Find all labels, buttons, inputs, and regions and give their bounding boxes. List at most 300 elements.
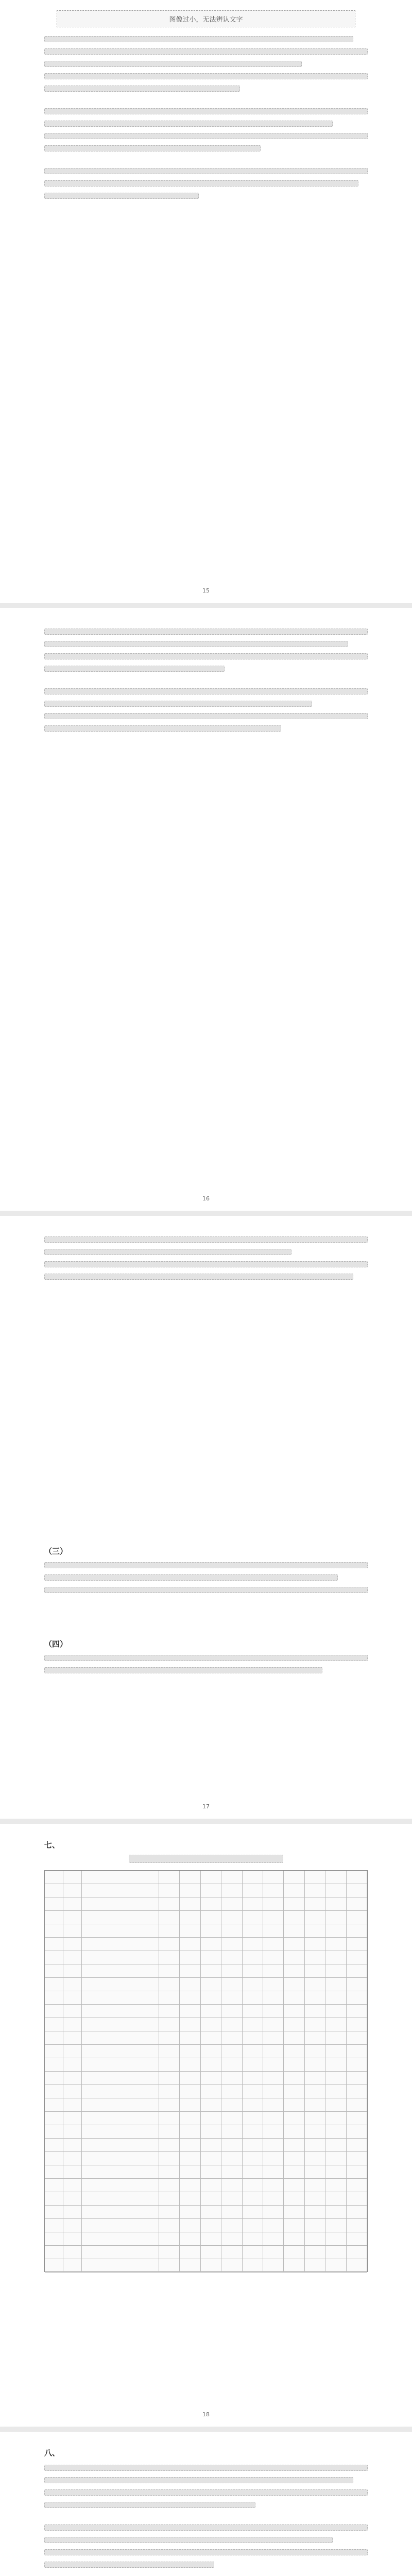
- section-heading: （四）: [44, 1639, 68, 1649]
- table-cell: [325, 2018, 346, 2031]
- table-cell: [305, 2058, 325, 2072]
- table-cell: [180, 2031, 200, 2045]
- table-cell: [305, 2179, 325, 2192]
- table-cell: [180, 2219, 200, 2232]
- table-cell: [82, 2058, 159, 2072]
- table-cell: [305, 2206, 325, 2219]
- table-cell: [305, 2259, 325, 2273]
- table-cell: [305, 1884, 325, 1897]
- table-cell: [243, 1884, 263, 1897]
- table-cell: [325, 1991, 346, 2005]
- table-cell: [63, 2045, 82, 2058]
- table-cell: [82, 1884, 159, 1897]
- table-cell: [159, 2045, 180, 2058]
- table-cell: [305, 1897, 325, 1911]
- table-cell: [347, 1991, 367, 2005]
- table-cell: [201, 1897, 221, 1911]
- table-cell: [221, 2165, 242, 2179]
- table-cell: [45, 2179, 63, 2192]
- table-cell: [243, 2058, 263, 2072]
- table-cell: [201, 2139, 221, 2152]
- table-cell: [347, 2139, 367, 2152]
- table-cell: [347, 1911, 367, 1924]
- table-cell: [221, 2098, 242, 2112]
- table-cell: [63, 1964, 82, 1978]
- text-line: [44, 121, 333, 127]
- section-heading: 七、: [44, 1840, 60, 1850]
- table-cell: [263, 2098, 284, 2112]
- text-line: [44, 108, 368, 114]
- table-cell: [63, 2206, 82, 2219]
- table-cell: [45, 2098, 63, 2112]
- page-number: 16: [202, 1195, 210, 1202]
- table-cell: [305, 2192, 325, 2206]
- table-cell: [201, 2152, 221, 2165]
- table-cell: [305, 2085, 325, 2098]
- text-line: [44, 193, 199, 199]
- table-cell: [305, 1978, 325, 1991]
- table-cell: [180, 1951, 200, 1964]
- table-cell: [45, 1991, 63, 2005]
- table-cell: [180, 2045, 200, 2058]
- table-cell: [347, 2085, 367, 2098]
- table-cell: [221, 2246, 242, 2259]
- table-cell: [263, 2031, 284, 2045]
- table-cell: [180, 2192, 200, 2206]
- table-cell: [347, 2045, 367, 2058]
- table-cell: [347, 2206, 367, 2219]
- table-cell: [243, 2112, 263, 2125]
- table-cell: [45, 2165, 63, 2179]
- table-cell: [305, 2045, 325, 2058]
- table-cell: [82, 1964, 159, 1978]
- table-cell: [159, 2219, 180, 2232]
- section-heading: （三）: [44, 1547, 68, 1556]
- table-cell: [159, 1951, 180, 1964]
- table-cell: [284, 2058, 304, 2072]
- table-cell: [159, 2031, 180, 2045]
- text-line: [44, 61, 302, 67]
- table-cell: [221, 2125, 242, 2139]
- table-cell: [243, 2018, 263, 2031]
- table-cell: [263, 1911, 284, 1924]
- table-cell: [180, 2125, 200, 2139]
- table-cell: [45, 1884, 63, 1897]
- table-cell: [82, 2125, 159, 2139]
- text-line: [44, 1667, 322, 1673]
- text-line: [44, 641, 348, 647]
- table-cell: [325, 1964, 346, 1978]
- table-cell: [221, 2219, 242, 2232]
- table-cell: [82, 2246, 159, 2259]
- table-cell: [201, 1884, 221, 1897]
- table-cell: [263, 2112, 284, 2125]
- table-cell: [305, 1924, 325, 1938]
- table-cell: [180, 2098, 200, 2112]
- table-cell: [284, 2165, 304, 2179]
- table-cell: [284, 2152, 304, 2165]
- table-cell: [45, 1951, 63, 1964]
- table-cell: [63, 2179, 82, 2192]
- text-line: [44, 701, 312, 707]
- table-cell: [201, 2072, 221, 2085]
- table-cell: [284, 1978, 304, 1991]
- table-cell: [159, 2125, 180, 2139]
- table-cell: [63, 2085, 82, 2098]
- table-cell: [45, 2031, 63, 2045]
- table-cell: [263, 1897, 284, 1911]
- text-line: [44, 1249, 291, 1255]
- table-cell: [347, 1978, 367, 1991]
- table-cell: [305, 2098, 325, 2112]
- table-cell: [221, 1991, 242, 2005]
- table-cell: [63, 2098, 82, 2112]
- table-cell: [45, 2058, 63, 2072]
- table-cell: [45, 2152, 63, 2165]
- table-cell: [180, 1991, 200, 2005]
- table-cell: [201, 2219, 221, 2232]
- table-cell: [284, 2005, 304, 2018]
- table-cell: [347, 2165, 367, 2179]
- table-cell: [325, 2112, 346, 2125]
- table-cell: [201, 2031, 221, 2045]
- table-cell: [82, 1911, 159, 1924]
- table-cell: [263, 1991, 284, 2005]
- text-line: [44, 86, 240, 92]
- table-cell: [325, 2232, 346, 2246]
- table-cell: [63, 2165, 82, 2179]
- table-cell: [221, 2005, 242, 2018]
- table-cell: [284, 2206, 304, 2219]
- table-cell: [82, 2072, 159, 2085]
- table-cell: [63, 2246, 82, 2259]
- text-line: [44, 145, 261, 151]
- table-cell: [82, 1978, 159, 1991]
- table-cell: [63, 1897, 82, 1911]
- table-cell: [159, 2206, 180, 2219]
- table-cell: [243, 1991, 263, 2005]
- table-cell: [63, 2058, 82, 2072]
- table-cell: [159, 2072, 180, 2085]
- table-cell: [305, 2152, 325, 2165]
- table-cell: [45, 1964, 63, 1978]
- table-cell: [180, 2085, 200, 2098]
- table-cell: [263, 2058, 284, 2072]
- table-cell: [180, 1964, 200, 1978]
- text-line: [44, 688, 368, 694]
- illegible-notice: 图像过小，无法辨认文字: [57, 10, 355, 27]
- table-cell: [82, 2152, 159, 2165]
- text-line: [44, 1655, 368, 1661]
- page-number: 15: [202, 587, 210, 594]
- table-cell: [325, 1911, 346, 1924]
- table-cell: [45, 2072, 63, 2085]
- table-cell: [284, 1911, 304, 1924]
- table-cell: [82, 1871, 159, 1884]
- section-heading: 八、: [44, 2448, 60, 2458]
- table-cell: [221, 2045, 242, 2058]
- table-cell: [243, 2005, 263, 2018]
- table-cell: [325, 2152, 346, 2165]
- table-cell: [284, 1884, 304, 1897]
- table-cell: [284, 1991, 304, 2005]
- table-cell: [45, 2206, 63, 2219]
- table-cell: [159, 1871, 180, 1884]
- table-cell: [347, 2219, 367, 2232]
- table-cell: [284, 1964, 304, 1978]
- table-cell: [347, 2058, 367, 2072]
- table-cell: [243, 2192, 263, 2206]
- table-cell: [63, 2005, 82, 2018]
- table-cell: [180, 1897, 200, 1911]
- table-cell: [284, 2072, 304, 2085]
- table-cell: [159, 2259, 180, 2273]
- table-cell: [221, 2018, 242, 2031]
- table-cell: [201, 2259, 221, 2273]
- table-cell: [263, 2165, 284, 2179]
- table-cell: [284, 2031, 304, 2045]
- table-cell: [63, 1938, 82, 1951]
- table-cell: [159, 2098, 180, 2112]
- table-cell: [347, 2018, 367, 2031]
- table-cell: [159, 2058, 180, 2072]
- table-cell: [201, 2085, 221, 2098]
- table-cell: [221, 2179, 242, 2192]
- table-cell: [82, 2139, 159, 2152]
- table-cell: [201, 1964, 221, 1978]
- text-line: [44, 653, 368, 659]
- table-cell: [201, 1938, 221, 1951]
- table-cell: [243, 2232, 263, 2246]
- page-number: 18: [202, 2411, 210, 2418]
- table-cell: [284, 1897, 304, 1911]
- text-line: [44, 2537, 333, 2543]
- table-cell: [180, 1924, 200, 1938]
- table-cell: [63, 2219, 82, 2232]
- table-cell: [201, 1924, 221, 1938]
- table-cell: [221, 2072, 242, 2085]
- table-cell: [159, 2005, 180, 2018]
- table-cell: [63, 2139, 82, 2152]
- table-cell: [159, 1884, 180, 1897]
- table-cell: [263, 1951, 284, 1964]
- table-cell: [325, 1871, 346, 1884]
- table-cell: [201, 2018, 221, 2031]
- table-cell: [159, 1897, 180, 1911]
- text-line: [44, 1574, 338, 1581]
- table-cell: [325, 2165, 346, 2179]
- table-cell: [82, 2112, 159, 2125]
- table-cell: [284, 2259, 304, 2273]
- text-line: [44, 1562, 368, 1568]
- text-line: [44, 48, 368, 55]
- table-cell: [347, 2232, 367, 2246]
- table-cell: [305, 1871, 325, 1884]
- table-cell: [325, 2098, 346, 2112]
- document-page-4: [0, 1824, 412, 2427]
- table-cell: [63, 2031, 82, 2045]
- table-cell: [201, 2125, 221, 2139]
- table-cell: [263, 2219, 284, 2232]
- table-cell: [284, 2085, 304, 2098]
- table-cell: [284, 1871, 304, 1884]
- table-cell: [45, 1924, 63, 1938]
- table-cell: [180, 1911, 200, 1924]
- table-cell: [263, 2192, 284, 2206]
- text-line: [44, 73, 368, 79]
- table-cell: [263, 1884, 284, 1897]
- table-cell: [347, 2072, 367, 2085]
- text-line: [44, 2562, 214, 2568]
- table-cell: [243, 2031, 263, 2045]
- course-plan-table: [44, 1870, 368, 2272]
- table-cell: [45, 2125, 63, 2139]
- table-cell: [82, 1938, 159, 1951]
- table-cell: [201, 2246, 221, 2259]
- text-line: [44, 1236, 368, 1243]
- text-line: [44, 725, 281, 732]
- table-cell: [159, 2192, 180, 2206]
- table-cell: [243, 2219, 263, 2232]
- table-cell: [243, 2165, 263, 2179]
- table-cell: [45, 2018, 63, 2031]
- text-line: [44, 180, 358, 187]
- table-cell: [159, 1964, 180, 1978]
- table-cell: [180, 1884, 200, 1897]
- table-cell: [82, 2085, 159, 2098]
- table-cell: [201, 2192, 221, 2206]
- table-cell: [243, 2125, 263, 2139]
- table-cell: [221, 2152, 242, 2165]
- text-line: [44, 2477, 353, 2483]
- table-cell: [221, 2031, 242, 2045]
- table-cell: [180, 2018, 200, 2031]
- table-cell: [325, 2219, 346, 2232]
- table-cell: [347, 2112, 367, 2125]
- table-cell: [263, 2125, 284, 2139]
- table-cell: [284, 1938, 304, 1951]
- table-cell: [45, 2232, 63, 2246]
- table-cell: [221, 2112, 242, 2125]
- table-cell: [180, 2152, 200, 2165]
- table-cell: [82, 2031, 159, 2045]
- table-cell: [201, 1978, 221, 1991]
- table-cell: [284, 1951, 304, 1964]
- table-cell: [180, 2232, 200, 2246]
- table-cell: [347, 1951, 367, 1964]
- table-cell: [221, 1884, 242, 1897]
- table-cell: [263, 2139, 284, 2152]
- table-cell: [284, 2232, 304, 2246]
- table-cell: [221, 2259, 242, 2273]
- table-cell: [263, 1938, 284, 1951]
- table-cell: [159, 2165, 180, 2179]
- table-cell: [305, 2219, 325, 2232]
- table-cell: [221, 2058, 242, 2072]
- table-cell: [243, 1938, 263, 1951]
- table-cell: [221, 1911, 242, 1924]
- table-cell: [263, 2045, 284, 2058]
- table-cell: [221, 2206, 242, 2219]
- table-cell: [243, 1964, 263, 1978]
- table-cell: [82, 1991, 159, 2005]
- table-cell: [263, 1978, 284, 1991]
- table-cell: [159, 2112, 180, 2125]
- table-cell: [45, 1978, 63, 1991]
- table-cell: [305, 1938, 325, 1951]
- table-cell: [63, 2192, 82, 2206]
- table-cell: [82, 2206, 159, 2219]
- text-line: [44, 36, 353, 42]
- table-cell: [243, 1911, 263, 1924]
- table-cell: [263, 1924, 284, 1938]
- table-cell: [325, 1938, 346, 1951]
- table-cell: [201, 2005, 221, 2018]
- table-cell: [63, 2259, 82, 2273]
- table-cell: [82, 2005, 159, 2018]
- table-cell: [305, 2165, 325, 2179]
- table-cell: [263, 2152, 284, 2165]
- table-cell: [221, 1978, 242, 1991]
- table-cell: [180, 2246, 200, 2259]
- table-cell: [263, 2206, 284, 2219]
- table-cell: [243, 1871, 263, 1884]
- table-cell: [221, 1964, 242, 1978]
- table-cell: [45, 2112, 63, 2125]
- table-cell: [82, 2165, 159, 2179]
- table-cell: [82, 2219, 159, 2232]
- table-cell: [284, 2098, 304, 2112]
- table-cell: [347, 2179, 367, 2192]
- table-cell: [347, 1938, 367, 1951]
- table-cell: [45, 1871, 63, 1884]
- page-gap: [0, 1211, 412, 1216]
- table-cell: [159, 1978, 180, 1991]
- table-cell: [284, 2139, 304, 2152]
- table-cell: [243, 2045, 263, 2058]
- table-cell: [305, 2112, 325, 2125]
- table-cell: [347, 1924, 367, 1938]
- table-cell: [45, 2139, 63, 2152]
- table-cell: [82, 2232, 159, 2246]
- table-cell: [243, 1978, 263, 1991]
- table-cell: [347, 2152, 367, 2165]
- table-cell: [63, 1871, 82, 1884]
- table-cell: [263, 2072, 284, 2085]
- table-cell: [325, 2058, 346, 2072]
- table-cell: [347, 2259, 367, 2273]
- table-cell: [180, 1938, 200, 1951]
- table-cell: [284, 2125, 304, 2139]
- table-cell: [305, 2005, 325, 2018]
- text-line: [44, 133, 368, 139]
- table-cell: [305, 2031, 325, 2045]
- table-cell: [201, 2098, 221, 2112]
- table-cell: [325, 2072, 346, 2085]
- table-cell: [180, 2058, 200, 2072]
- table-cell: [63, 2112, 82, 2125]
- text-line: [44, 2502, 255, 2508]
- table-cell: [221, 2192, 242, 2206]
- table-cell: [263, 2232, 284, 2246]
- table-cell: [201, 1911, 221, 1924]
- table-cell: [347, 2098, 367, 2112]
- table-cell: [305, 2139, 325, 2152]
- table-cell: [325, 2045, 346, 2058]
- text-line: [44, 2549, 368, 2555]
- table-cell: [221, 1924, 242, 1938]
- table-cell: [325, 1951, 346, 1964]
